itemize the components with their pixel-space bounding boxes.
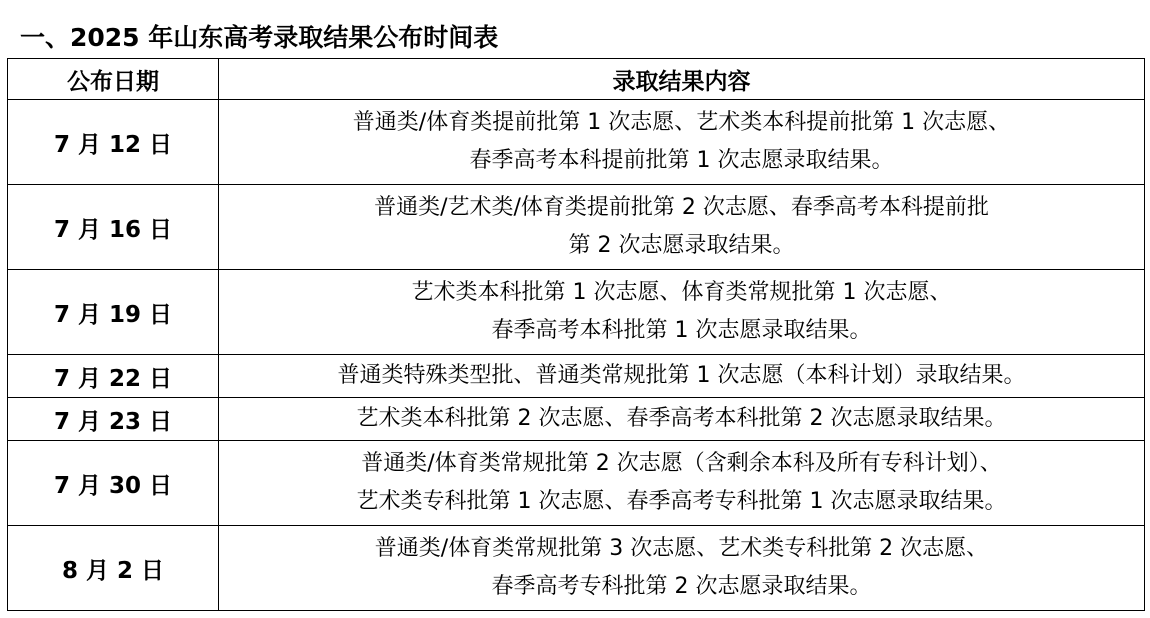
table-header-row [8, 59, 1145, 100]
content-cell [219, 185, 1145, 270]
content-line: 第 2 次志愿录取结果。 [568, 233, 795, 258]
content-cell [219, 100, 1145, 185]
content-cell [219, 355, 1145, 398]
content-line: 艺术类本科批第 2 次志愿、春季高考本科批第 2 次志愿录取结果。 [356, 406, 1007, 431]
table-row [8, 270, 1145, 355]
content-line: 春季高考本科批第 1 次志愿录取结果。 [491, 318, 872, 343]
header-content: 录取结果内容 [219, 59, 1145, 100]
content-cell [219, 270, 1145, 355]
table-row [8, 355, 1145, 398]
content-line: 艺术类本科批第 1 次志愿、体育类常规批第 1 次志愿、 [411, 280, 952, 305]
content-line: 普通类/体育类提前批第 1 次志愿、艺术类本科提前批第 1 次志愿、 [352, 110, 1011, 135]
date-cell: 7 月 16 日 [8, 185, 219, 270]
content-cell [219, 398, 1145, 441]
table-row [8, 185, 1145, 270]
table-row [8, 398, 1145, 441]
date-cell: 7 月 30 日 [8, 441, 219, 526]
content-line: 春季高考专科批第 2 次志愿录取结果。 [491, 574, 872, 599]
content-line: 普通类/体育类常规批第 3 次志愿、艺术类专科批第 2 次志愿、 [374, 536, 989, 561]
table-row [8, 441, 1145, 526]
date-cell: 7 月 12 日 [8, 100, 219, 185]
table-row [8, 526, 1145, 611]
date-cell: 7 月 23 日 [8, 398, 219, 441]
content-line: 普通类/艺术类/体育类提前批第 2 次志愿、春季高考本科提前批 [374, 195, 989, 220]
date-cell: 7 月 22 日 [8, 355, 219, 398]
header-date: 公布日期 [8, 59, 219, 100]
date-cell: 7 月 19 日 [8, 270, 219, 355]
content-line: 普通类特殊类型批、普通类常规批第 1 次志愿（本科计划）录取结果。 [337, 363, 1026, 388]
content-line: 艺术类专科批第 1 次志愿、春季高考专科批第 1 次志愿录取结果。 [356, 489, 1007, 514]
content-line: 普通类/体育类常规批第 2 次志愿（含剩余本科及所有专科计划）、 [361, 451, 1002, 476]
content-cell [219, 441, 1145, 526]
document-title: 一、2025 年山东高考录取结果公布时间表 [20, 23, 499, 52]
admission-schedule-table [7, 58, 1145, 611]
date-cell: 8 月 2 日 [8, 526, 219, 611]
content-line: 春季高考本科提前批第 1 次志愿录取结果。 [469, 148, 894, 173]
content-cell [219, 526, 1145, 611]
table-row [8, 100, 1145, 185]
